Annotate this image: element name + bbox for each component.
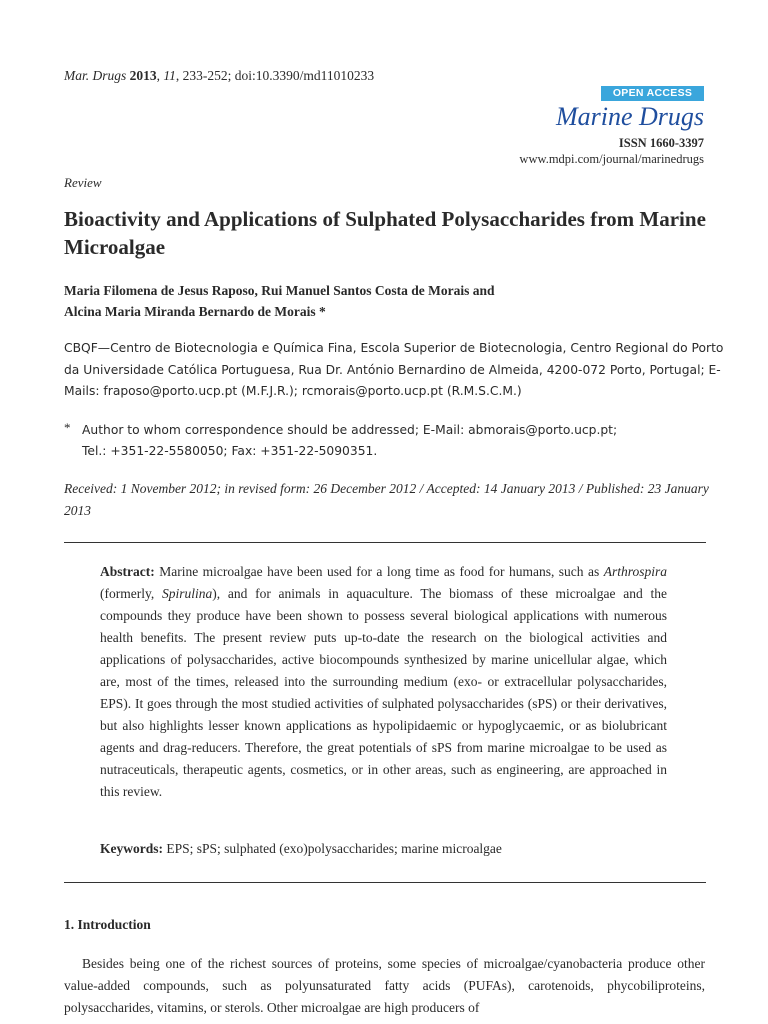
abstract-label: Abstract: [100, 564, 155, 579]
affiliation: CBQF—Centro de Biotecnologia e Química Fina, Escola Superior de Biotecnologia, Centro Regional do Porto da Universidade Católica Portuguesa, Rua Dr. António Bernardino de Almeida, 4200-072 Porto, Portugal; E-Mails: fraposo@porto.ucp.pt (M.F.J.R.); rcmorais@porto.ucp.pt (R.M.S.C.M.) [64, 341, 724, 398]
keywords [100, 841, 502, 857]
author-line-1: Maria Filomena de Jesus Raposo, Rui Manuel Santos Costa de Morais and [64, 283, 495, 298]
author-line-2: Alcina Maria Miranda Bernardo de Morais * [64, 304, 326, 319]
abstract-text-1: Marine microalgae have been used for a long time as food for humans, such as [154, 564, 604, 579]
correspondence-line-2: Tel.: +351-22-5580050; Fax: +351-22-5090351. [82, 444, 378, 458]
open-access-badge: OPEN ACCESS [601, 86, 704, 101]
keywords-label: Keywords: [100, 841, 163, 856]
divider-top [64, 542, 706, 543]
publication-dates: Received: 1 November 2012; in revised form: 26 December 2012 / Accepted: 14 January 2013 / Published: 23 January 2013 [64, 481, 709, 518]
section-heading: 1. Introduction [64, 917, 151, 932]
keywords-text: EPS; sPS; sulphated (exo)polysaccharides; marine microalgae [163, 841, 502, 856]
journal-name: Marine Drugs [555, 102, 704, 131]
citation-line: Mar. Drugs 2013, 11, 233-252; doi:10.3390/md11010233 [64, 68, 375, 83]
citation-volume: 11 [163, 68, 176, 83]
abstract-text-2: (formerly, [100, 586, 162, 601]
issn: ISSN 1660-3397 [618, 136, 704, 150]
citation-year: 2013 [129, 68, 157, 83]
abstract-text-3: ), and for animals in aquaculture. The biomass of these microalgae and the compounds they produce have been shown to possess several biological applications with numerous health benefits. The present review puts up-to-date the research on the biological activities and applications of polysaccharides, active biocompounds synthesized by marine unicellular algae, which are, most of the times, released into the surrounding medium (exo- or extracellular polysaccharides, EPS). It goes through the most studied activities of sulphated polysaccharides (sPS) or their derivatives, but also highlights lesser known applications as hypolipidaemic or hypoglycaemic, or as biolubricant agents and drag-reducers. Therefore, the great potentials of sPS from marine microalgae to be used as nutraceuticals, therapeutic agents, cosmetics, or in other areas, such as engineering, are approached in this review. [100, 586, 667, 799]
citation-journal: Mar. Drugs [64, 68, 127, 83]
paper-title: Bioactivity and Applications of Sulphated Polysaccharides from Marine Microalgae [64, 207, 706, 259]
article-type: Review [64, 175, 102, 190]
divider-bottom [64, 882, 706, 883]
abstract-species-1: Arthrospira [603, 564, 667, 579]
citation-rest: , 233-252; doi:10.3390/md11010233 [175, 68, 375, 83]
correspondence [82, 420, 617, 462]
intro-paragraph: Besides being one of the richest sources of proteins, some species of microalgae/cyanobacteria produce other value-added compounds, such as polyunsaturated fatty acids (PUFAs), carotenoids, phycobiliproteins, polysaccharides, vitamins, or sterols. Other microalgae are high producers of [64, 956, 705, 1015]
correspondence-line-1: Author to whom correspondence should be addressed; E-Mail: abmorais@porto.ucp.pt; [82, 423, 618, 437]
author-list [64, 280, 495, 322]
journal-url[interactable]: www.mdpi.com/journal/marinedrugs [519, 152, 704, 166]
correspondence-marker: * [64, 420, 71, 435]
abstract [100, 561, 667, 803]
abstract-species-2: Spirulina [161, 586, 213, 601]
